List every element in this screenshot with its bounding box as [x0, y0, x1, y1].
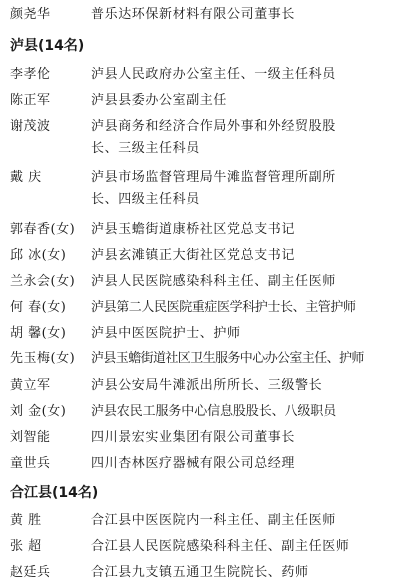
- section-heading: 泸县(14名): [10, 38, 85, 54]
- person-name: 谢茂波: [10, 119, 51, 134]
- person-title: 泸县市场监督管理局牛滩监督管理所副所: [91, 170, 336, 185]
- person-name: 兰永会(女): [10, 274, 76, 289]
- person-title: 普乐达环保新材料有限公司董事长: [91, 7, 296, 22]
- section-heading: 合江县(14名): [10, 485, 99, 501]
- person-title: 泸县公安局牛滩派出所所长、三级警长: [91, 378, 323, 393]
- person-title: 泸县第二人民医院重症医学科护士长、主管护师: [91, 300, 356, 315]
- person-name: 刘 金(女): [10, 404, 67, 419]
- person-title: 泸县玉蟾街道康桥社区党总支书记: [91, 222, 296, 237]
- person-title: 泸县农民工服务中心信息股股长、八级职员: [91, 404, 337, 419]
- person-name: 郭春香(女): [10, 222, 76, 237]
- person-title: 合江县中医医院内一科主任、副主任医师: [91, 513, 336, 528]
- person-name: 童世兵: [10, 456, 51, 471]
- person-title: 泸县中医医院护士、护师: [91, 326, 241, 341]
- person-name: 胡 馨(女): [10, 326, 67, 341]
- person-name: 邱 冰(女): [10, 248, 67, 263]
- person-title: 合江县人民医院感染科科主任、副主任医师: [91, 539, 350, 554]
- person-title: 四川景宏实业集团有限公司董事长: [91, 430, 296, 445]
- person-title: 泸县县委办公室副主任: [91, 93, 228, 108]
- person-name: 何 春(女): [10, 300, 67, 315]
- person-title-continued: 长、三级主任科员: [91, 141, 200, 156]
- person-name: 赵廷兵: [10, 565, 51, 580]
- person-title: 泸县商务和经济合作局外事和外经贸股股: [91, 119, 336, 134]
- person-name: 颜尧华: [10, 7, 51, 22]
- person-title: 四川杏林医疗器械有限公司总经理: [91, 456, 296, 471]
- person-title: 泸县人民医院感染科科主任、副主任医师: [91, 274, 336, 289]
- person-name: 黄 胜: [10, 513, 42, 528]
- person-name: 陈正军: [10, 93, 51, 108]
- person-title: 泸县人民政府办公室主任、一级主任科员: [91, 67, 336, 82]
- person-title: 泸县玉蟾街道社区卫生服务中心办公室主任、护师: [91, 351, 364, 366]
- person-name: 先玉梅(女): [10, 351, 76, 366]
- person-title: 泸县玄滩镇正大街社区党总支书记: [91, 248, 296, 263]
- person-title-continued: 长、四级主任科员: [91, 192, 200, 207]
- person-title: 合江县九支镇五通卫生院院长、药师: [91, 565, 309, 580]
- person-name: 李孝伦: [10, 67, 51, 82]
- person-name: 刘智能: [10, 430, 51, 445]
- person-name: 戴 庆: [10, 170, 42, 185]
- person-name: 张 超: [10, 539, 42, 554]
- person-name: 黄立军: [10, 378, 51, 393]
